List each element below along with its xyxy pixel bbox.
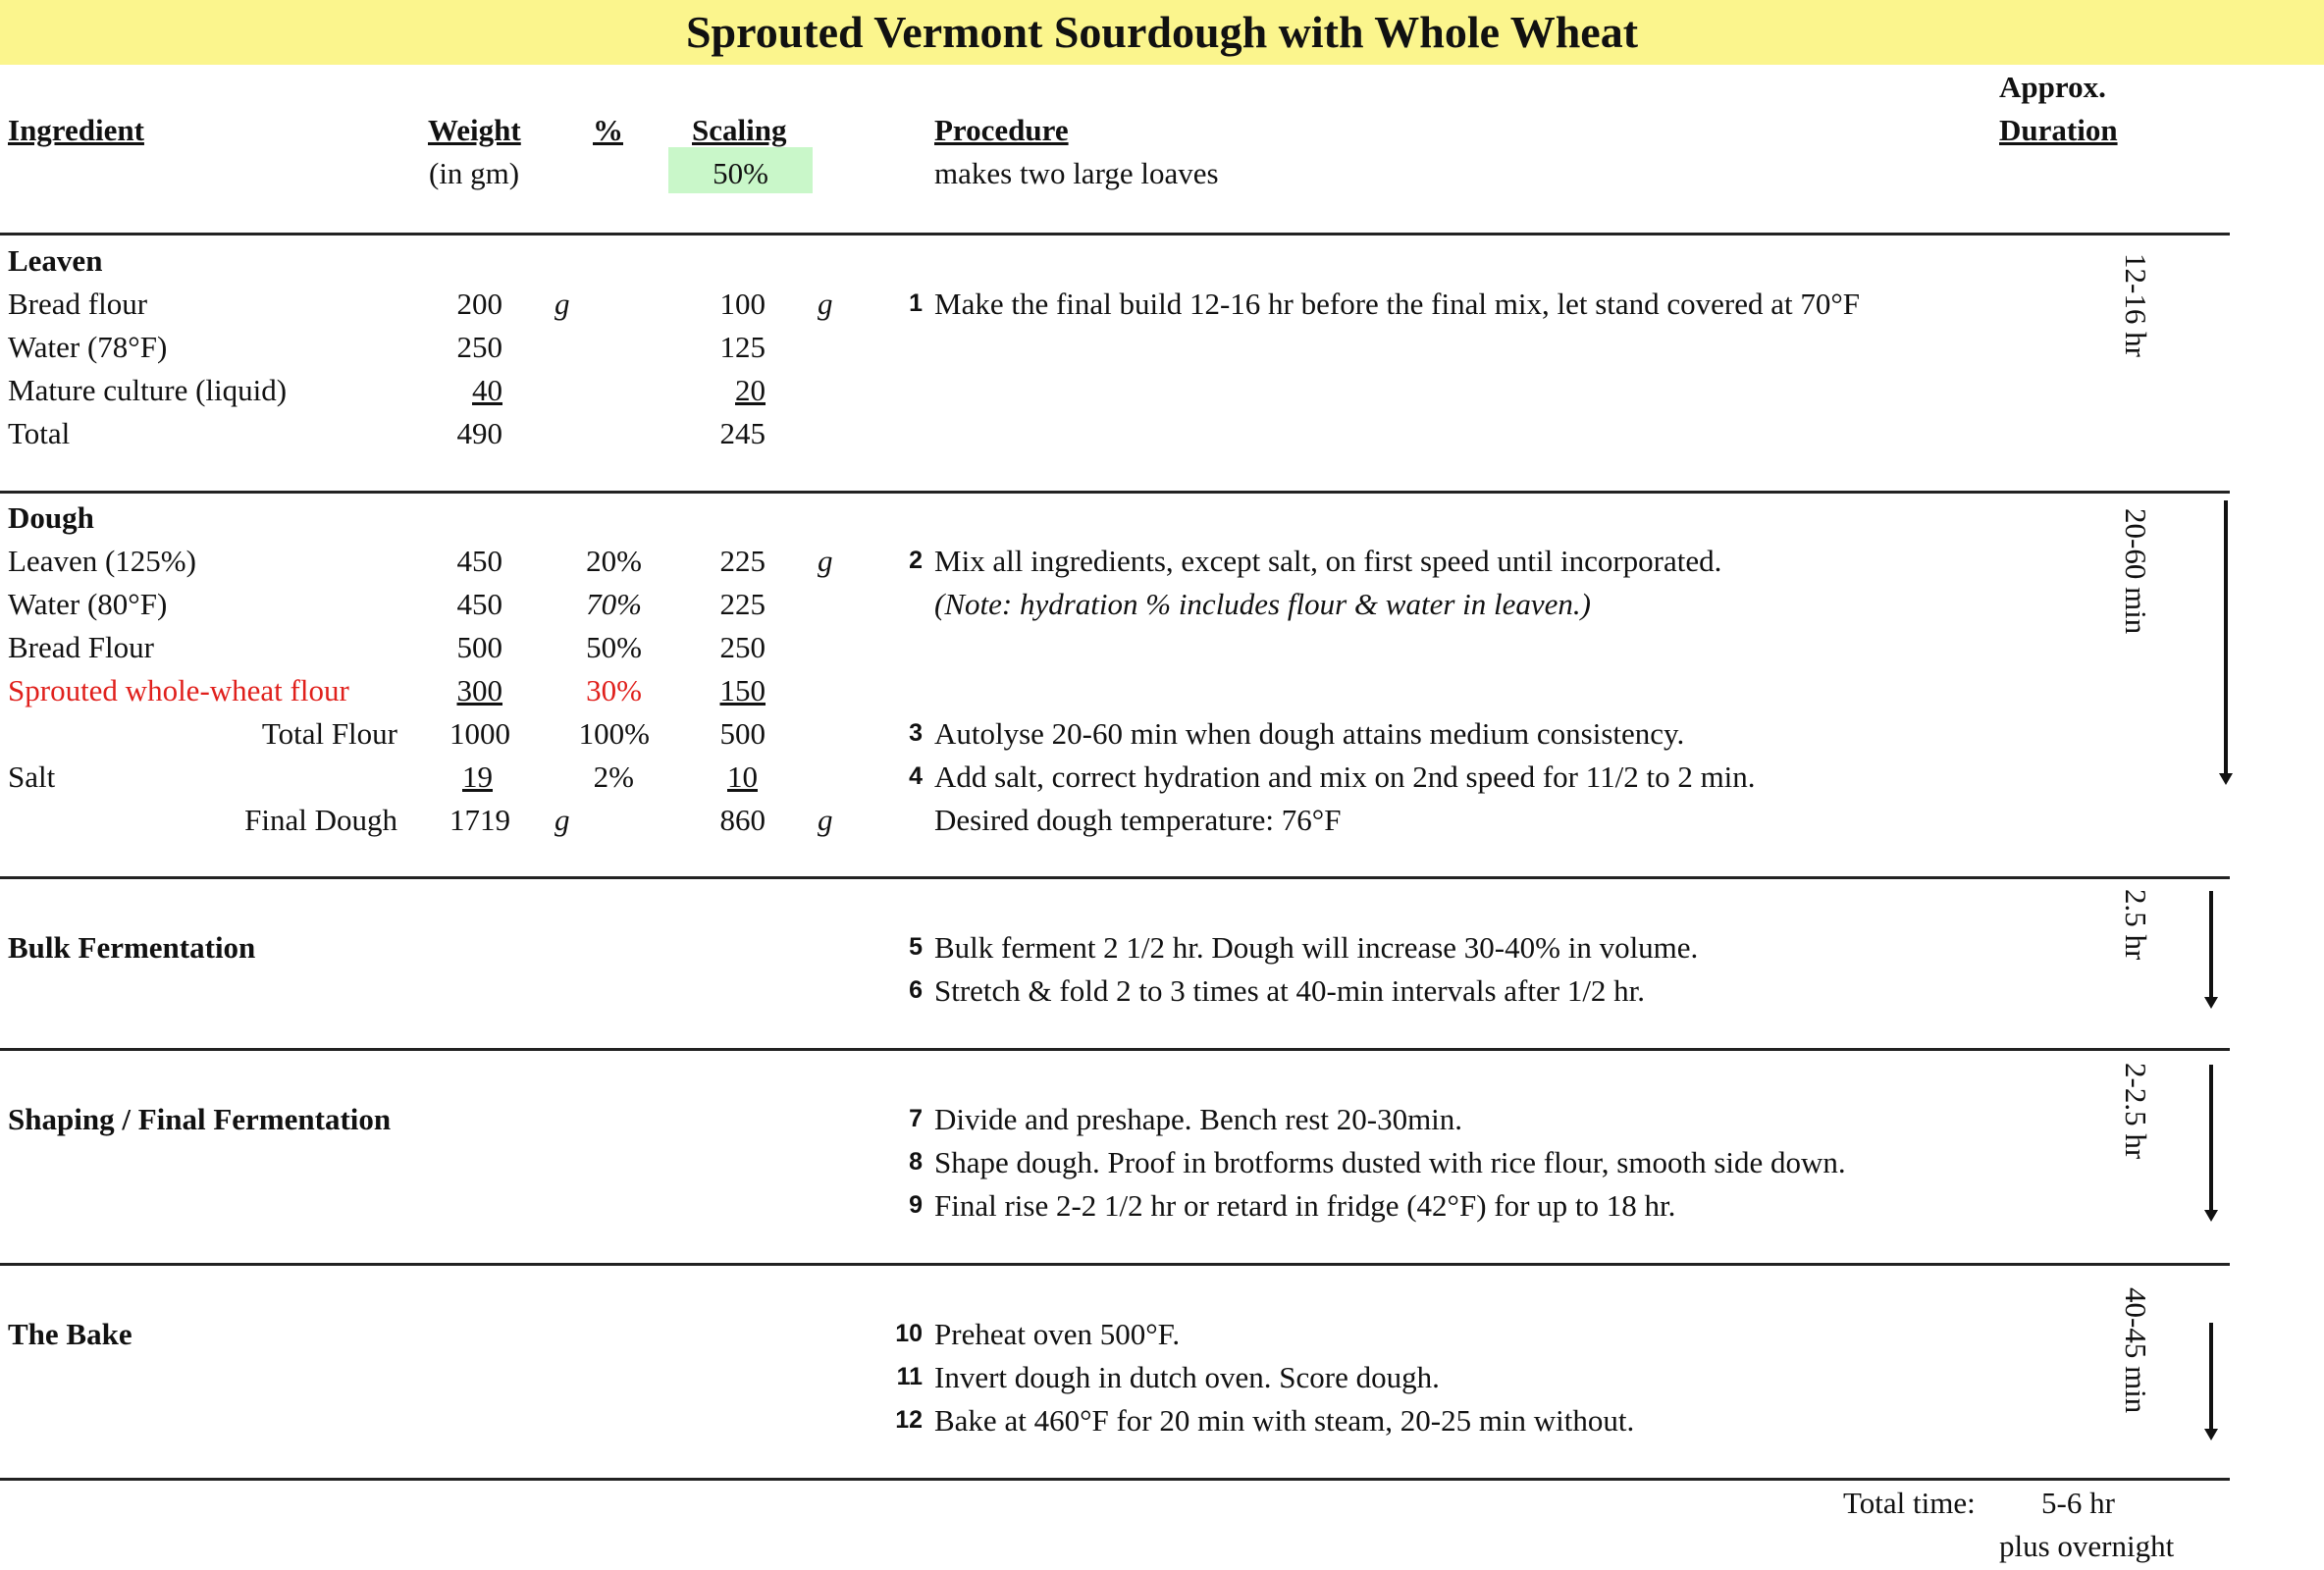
ingredient-name: Mature culture (liquid) (8, 373, 288, 407)
ingredient-weight: 40 (472, 373, 502, 407)
section-title: Shaping / Final Fermentation (8, 1102, 392, 1136)
step-number: 12 (895, 1406, 923, 1434)
scaled-weight: 150 (719, 673, 766, 707)
duration-label: 12-16 hr (2119, 253, 2153, 357)
scaled-weight: 225 (719, 587, 766, 621)
ingredient-weight: 1719 (449, 803, 510, 837)
weight-unit: g (555, 803, 570, 837)
ingredient-name: Total Flour (261, 716, 397, 751)
duration-arrow (2209, 1323, 2213, 1431)
duration-arrow (2209, 891, 2213, 999)
header-procedure: Procedure (934, 113, 1069, 147)
ingredient-weight: 450 (456, 587, 502, 621)
ingredient-weight: 490 (456, 416, 502, 450)
divider (0, 1263, 2230, 1266)
step-text: Invert dough in dutch oven. Score dough. (934, 1360, 1440, 1394)
ingredient-name: Leaven (125%) (8, 544, 196, 578)
ingredient-weight: 450 (456, 544, 502, 578)
step-number: 1 (909, 289, 923, 317)
ingredient-name: Salt (8, 759, 56, 794)
scaled-weight: 20 (735, 373, 766, 407)
scaled-weight: 860 (719, 803, 766, 837)
scaled-weight: 225 (719, 544, 766, 578)
ingredient-name: Bread Flour (8, 630, 154, 664)
ingredient-name: Water (78°F) (8, 330, 168, 364)
ingredient-name-highlight: Sprouted whole-wheat flour (8, 673, 349, 707)
ingredient-name: Total (8, 416, 71, 450)
step-number: 6 (909, 976, 923, 1004)
header-weight-unit: (in gm) (429, 156, 520, 190)
scaled-weight: 250 (719, 630, 766, 664)
weight-unit: g (555, 287, 570, 321)
duration-label: 40-45 min (2119, 1287, 2153, 1414)
scaled-weight: 125 (719, 330, 766, 364)
divider (0, 233, 2230, 236)
baker-percent: 70% (586, 587, 642, 621)
ingredient-name: Final Dough (244, 803, 397, 837)
ingredient-weight: 250 (456, 330, 502, 364)
step-text: Divide and preshape. Bench rest 20-30min. (934, 1102, 1463, 1136)
step-note: (Note: hydration % includes flour & water in leaven.) (934, 587, 1591, 621)
ingredient-weight: 500 (456, 630, 502, 664)
ingredient-weight: 19 (462, 759, 493, 794)
step-text: Make the final build 12-16 hr before the final mix, let stand covered at 70°F (934, 287, 1860, 321)
duration-label: 2-2.5 hr (2119, 1063, 2153, 1160)
total-time-note: plus overnight (1999, 1529, 2175, 1563)
step-number: 3 (909, 719, 923, 747)
duration-arrow (2224, 500, 2228, 775)
step-number: 8 (909, 1148, 923, 1176)
divider (0, 876, 2230, 879)
total-time-value: 5-6 hr (2041, 1486, 2115, 1520)
header-percent: % (593, 113, 623, 147)
step-number: 5 (909, 933, 923, 961)
step-text: Shape dough. Proof in brotforms dusted with rice flour, smooth side down. (934, 1145, 1846, 1179)
step-text: Bulk ferment 2 1/2 hr. Dough will increase 30-40% in volume. (934, 930, 1699, 965)
section-title: Bulk Fermentation (8, 930, 256, 965)
step-number: 10 (895, 1320, 923, 1347)
step-text: Mix all ingredients, except salt, on first speed until incorporated. (934, 544, 1722, 578)
step-number: 2 (909, 547, 923, 574)
step-text: Autolyse 20-60 min when dough attains medium consistency. (934, 716, 1685, 751)
baker-percent-highlight: 30% (586, 673, 642, 707)
scaled-unit: g (818, 544, 833, 578)
scaled-weight: 245 (719, 416, 766, 450)
baker-percent: 20% (586, 544, 642, 578)
baker-percent: 2% (593, 759, 634, 794)
step-text: Bake at 460°F for 20 min with steam, 20-25 min without. (934, 1403, 1635, 1438)
divider (0, 1478, 2230, 1481)
step-text: Final rise 2-2 1/2 hr or retard in fridge (42°F) for up to 18 hr. (934, 1188, 1676, 1223)
scaled-weight: 10 (727, 759, 758, 794)
header-scaling: Scaling (692, 113, 787, 147)
baker-percent: 100% (578, 716, 650, 751)
section-title: Leaven (8, 243, 103, 278)
ingredient-weight: 300 (456, 673, 502, 707)
scaled-unit: g (818, 287, 833, 321)
section-title: The Bake (8, 1317, 132, 1351)
duration-arrow (2209, 1065, 2213, 1212)
header-duration-line1: Approx. (1999, 70, 2106, 104)
header-ingredient: Ingredient (8, 113, 144, 147)
page-title: Sprouted Vermont Sourdough with Whole Wheat (685, 7, 1639, 57)
ingredient-name: Bread flour (8, 287, 148, 321)
step-note: Desired dough temperature: 76°F (934, 803, 1342, 837)
step-number: 11 (896, 1363, 923, 1390)
ingredient-weight: 200 (456, 287, 502, 321)
divider (0, 491, 2230, 494)
total-time-label: Total time: (1843, 1486, 1976, 1520)
section-title: Dough (8, 500, 94, 535)
header-weight: Weight (428, 113, 521, 147)
procedure-note: makes two large loaves (934, 156, 1219, 190)
duration-label: 2.5 hr (2119, 889, 2153, 961)
header-duration-line2: Duration (1999, 113, 2118, 147)
scaled-weight: 100 (719, 287, 766, 321)
step-number: 9 (909, 1191, 923, 1219)
step-text: Preheat oven 500°F. (934, 1317, 1181, 1351)
baker-percent: 50% (586, 630, 642, 664)
ingredient-name: Water (80°F) (8, 587, 168, 621)
scaled-weight: 500 (719, 716, 766, 751)
duration-label: 20-60 min (2119, 508, 2153, 635)
ingredient-weight: 1000 (449, 716, 510, 751)
scaling-value: 50% (713, 156, 768, 190)
step-number: 7 (909, 1105, 923, 1132)
step-number: 4 (909, 762, 923, 790)
step-text: Add salt, correct hydration and mix on 2nd speed for 11/2 to 2 min. (934, 759, 1756, 794)
scaled-unit: g (818, 803, 833, 837)
step-text: Stretch & fold 2 to 3 times at 40-min intervals after 1/2 hr. (934, 973, 1646, 1008)
divider (0, 1048, 2230, 1051)
